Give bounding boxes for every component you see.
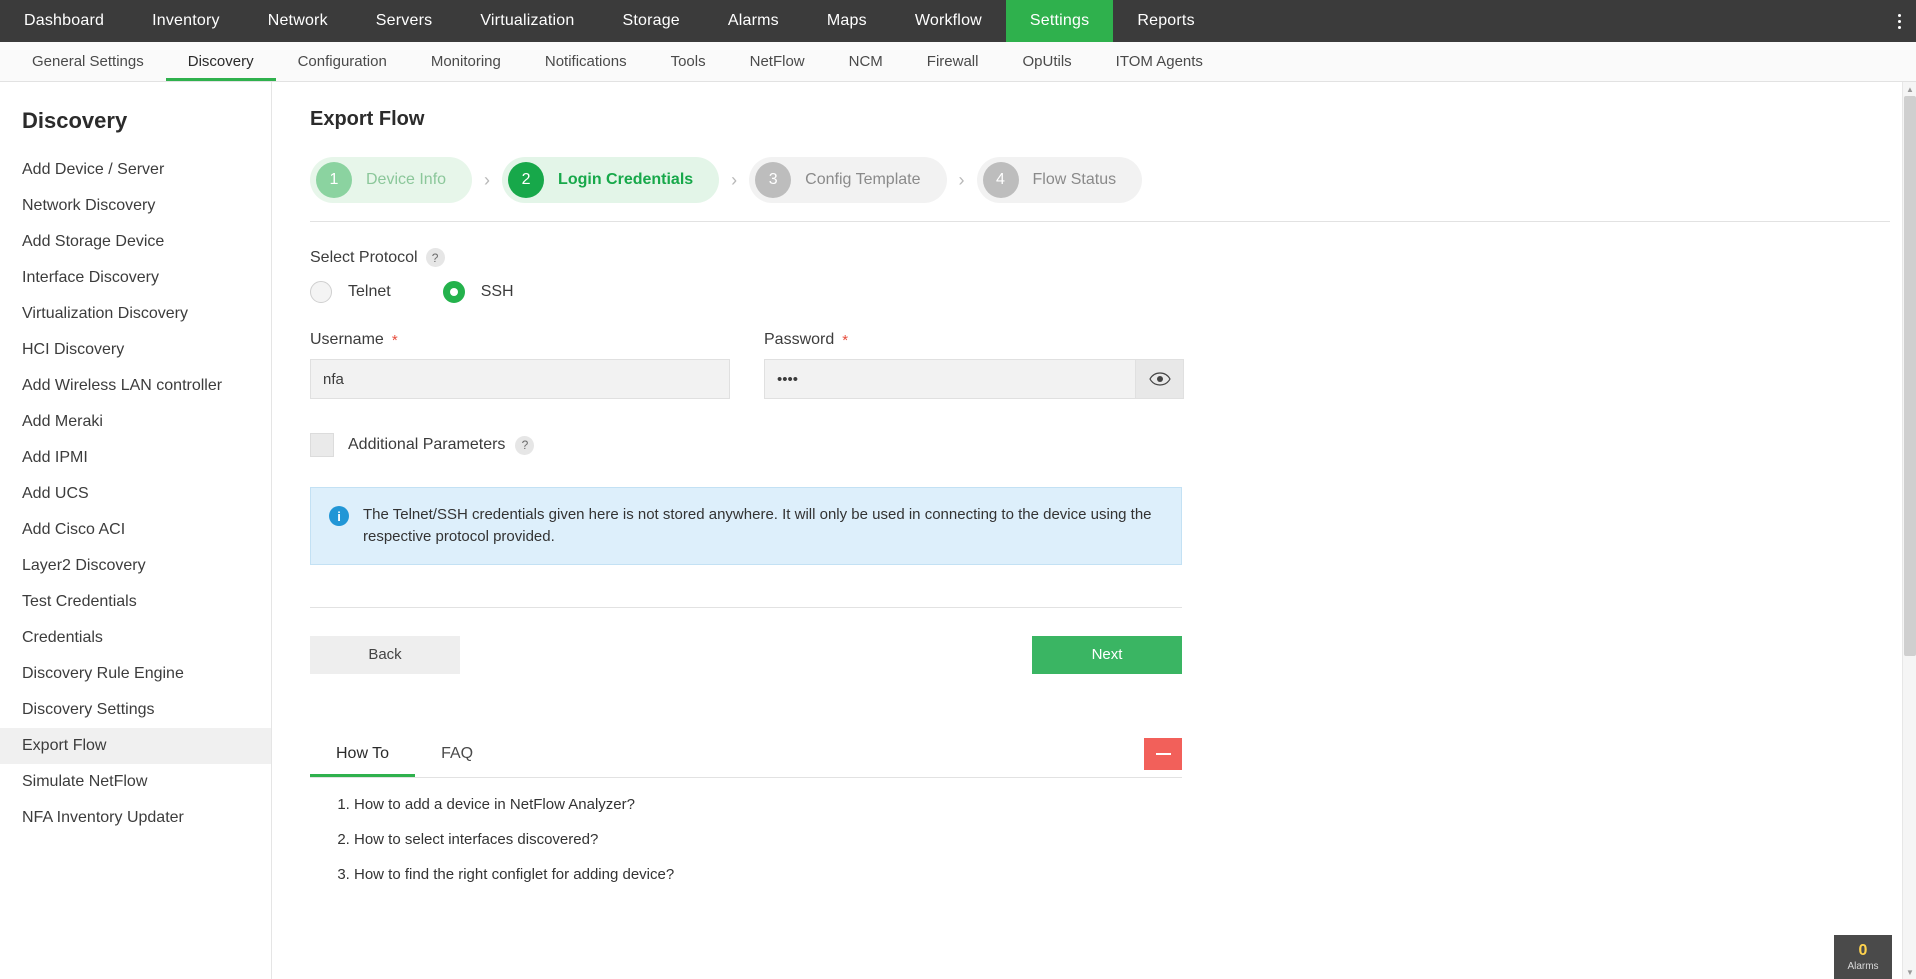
topnav-label: Servers: [375, 12, 433, 29]
scroll-up-icon[interactable]: ▲: [1906, 84, 1914, 94]
scroll-down-icon[interactable]: ▼: [1906, 967, 1914, 977]
sidebar-item-label: Interface Discovery: [22, 269, 159, 286]
password-label-text: Password: [764, 331, 835, 348]
help-panel: [310, 732, 1182, 883]
tab-how-to[interactable]: [310, 731, 415, 777]
sidebar-item-label: Add Storage Device: [22, 233, 165, 250]
sidebar-item-interface-discovery[interactable]: [0, 260, 271, 296]
topnav-label: Storage: [622, 12, 680, 29]
sidebar-item-simulate-netflow[interactable]: [0, 764, 271, 800]
sidebar-item-label: Export Flow: [22, 737, 107, 754]
wizard-step-number: 3: [755, 162, 791, 198]
username-input[interactable]: [310, 359, 730, 399]
how-to-link[interactable]: How to find the right configlet for adding device?: [354, 865, 675, 883]
alarms-label: Alarms: [1847, 960, 1879, 972]
subnav-label: Firewall: [926, 53, 979, 70]
sidebar-item-add-device-server[interactable]: [0, 152, 271, 188]
topnav-label: Dashboard: [24, 12, 105, 29]
sidebar-item-test-credentials[interactable]: [0, 584, 271, 620]
sidebar-item-label: Add Cisco ACI: [22, 521, 126, 538]
form-actions: [310, 636, 1182, 674]
subnav-label: Notifications: [544, 53, 627, 70]
wizard-step-number: 1: [316, 162, 352, 198]
sidebar-item-label: Add Meraki: [22, 413, 103, 430]
subnav-item-oputils[interactable]: [1000, 42, 1093, 81]
subnav-label: OpUtils: [1022, 53, 1072, 70]
sidebar-item-export-flow[interactable]: [0, 728, 271, 764]
how-to-link[interactable]: How to add a device in NetFlow Analyzer?: [354, 795, 635, 813]
topnav-item-network[interactable]: [244, 0, 352, 42]
topnav-item-workflow[interactable]: [891, 0, 1006, 42]
additional-parameters-label-text: Additional Parameters: [348, 436, 506, 453]
topnav-item-alarms[interactable]: [704, 0, 803, 42]
list-item[interactable]: [354, 831, 1182, 848]
chevron-right-icon: ›: [958, 169, 965, 190]
username-label: [310, 331, 730, 349]
subnav-item-configuration[interactable]: [276, 42, 409, 81]
sidebar-item-label: Add Device / Server: [22, 161, 165, 178]
sidebar-item-label: Discovery Rule Engine: [22, 665, 184, 682]
topnav-label: Network: [267, 12, 328, 29]
additional-parameters-help-icon[interactable]: ?: [515, 436, 534, 455]
chevron-right-icon: ›: [731, 169, 738, 190]
topnav-label: Settings: [1029, 12, 1090, 29]
sidebar-item-network-discovery[interactable]: [0, 188, 271, 224]
topnav-label: Maps: [826, 12, 867, 29]
subnav-item-notifications[interactable]: [523, 42, 649, 81]
sidebar-item-hci-discovery[interactable]: [0, 332, 271, 368]
sidebar-item-label: NFA Inventory Updater: [22, 809, 184, 826]
additional-parameters-row: [310, 433, 1890, 457]
alarms-badge[interactable]: [1834, 935, 1892, 979]
top-navigation-bar: [0, 0, 1916, 42]
login-credentials-form: [310, 222, 1890, 883]
subnav-label: Monitoring: [430, 53, 501, 70]
alarms-count: 0: [1858, 941, 1868, 959]
password-label: [764, 331, 1184, 349]
sidebar-item-add-wireless-lan-controller[interactable]: [0, 368, 271, 404]
credentials-info-text: The Telnet/SSH credentials given here is not stored anywhere. It will only be used in connecting to the device using the respective protocol provided.: [363, 506, 1152, 545]
back-button[interactable]: Back: [310, 636, 460, 674]
subnav-label: NetFlow: [749, 53, 805, 70]
username-required-mark: *: [391, 331, 398, 349]
settings-subnav: [0, 42, 1916, 82]
wizard-step-flow-status[interactable]: [977, 157, 1143, 203]
additional-parameters-label: [348, 436, 534, 455]
radio-telnet[interactable]: [310, 281, 332, 303]
next-button[interactable]: Next: [1032, 636, 1182, 674]
topnav-item-reports[interactable]: [1113, 0, 1218, 42]
protocol-label: [310, 248, 1890, 267]
list-item[interactable]: [354, 866, 1182, 883]
sidebar-item-add-storage-device[interactable]: [0, 224, 271, 260]
eye-icon[interactable]: [1136, 359, 1184, 399]
sidebar-title: Discovery: [22, 108, 128, 133]
topnav-label: Inventory: [152, 12, 220, 29]
protocol-help-icon[interactable]: ?: [426, 248, 445, 267]
protocol-label-text: Select Protocol: [310, 248, 418, 266]
how-to-link[interactable]: How to select interfaces discovered?: [354, 830, 599, 848]
tab-label: How To: [336, 745, 390, 762]
password-required-mark: *: [842, 331, 849, 349]
wizard-steps: [310, 157, 1890, 203]
sidebar-item-label: HCI Discovery: [22, 341, 125, 358]
info-icon: i: [329, 506, 349, 526]
sidebar-item-add-ipmi[interactable]: [0, 440, 271, 476]
subnav-label: Configuration: [297, 53, 387, 70]
additional-parameters-checkbox[interactable]: [310, 433, 334, 457]
wizard-step-label: Config Template: [805, 171, 921, 188]
sidebar-item-layer2-discovery[interactable]: [0, 548, 271, 584]
sidebar-item-credentials[interactable]: [0, 620, 271, 656]
sidebar-item-label: Virtualization Discovery: [22, 305, 188, 322]
wizard-step-label: Login Credentials: [558, 171, 694, 188]
sidebar-item-label: Layer2 Discovery: [22, 557, 146, 574]
sidebar-item-virtualization-discovery[interactable]: [0, 296, 271, 332]
chevron-right-icon: ›: [484, 169, 491, 190]
topnav-item-storage[interactable]: [598, 0, 703, 42]
sidebar-item-add-meraki[interactable]: [0, 404, 271, 440]
sidebar-item-add-cisco-aci[interactable]: [0, 512, 271, 548]
subnav-label: NCM: [848, 53, 883, 70]
topnav-item-inventory[interactable]: [128, 0, 244, 42]
wizard-step-device-info[interactable]: [310, 157, 472, 203]
protocol-radio-group: [310, 281, 1890, 303]
topnav-label: Virtualization: [480, 12, 575, 29]
username-label-text: Username: [310, 331, 384, 348]
discovery-sidebar: [0, 82, 272, 979]
subnav-item-tools[interactable]: [649, 42, 728, 81]
subnav-item-netflow[interactable]: [728, 42, 827, 81]
sidebar-item-label: Discovery Settings: [22, 701, 155, 718]
sidebar-item-label: Network Discovery: [22, 197, 156, 214]
topnav-label: Reports: [1137, 12, 1195, 29]
sidebar-item-add-ucs[interactable]: [0, 476, 271, 512]
topnav-label: Alarms: [727, 12, 779, 29]
form-divider: [310, 607, 1182, 608]
subnav-item-firewall[interactable]: [905, 42, 1001, 81]
wizard-step-number: 2: [508, 162, 544, 198]
wizard-step-label: Device Info: [366, 171, 447, 188]
radio-ssh-label[interactable]: SSH: [480, 283, 514, 300]
subnav-label: Discovery: [187, 53, 254, 70]
username-field-group: [310, 331, 730, 399]
main-content: [272, 82, 1916, 979]
sidebar-item-label: Add Wireless LAN controller: [22, 377, 223, 394]
list-item[interactable]: [354, 796, 1182, 813]
topnav-item-servers[interactable]: [352, 0, 457, 42]
password-input-wrapper: [764, 359, 1184, 399]
sidebar-item-label: Test Credentials: [22, 593, 137, 610]
topnav-item-virtualization[interactable]: [456, 0, 598, 42]
minus-icon[interactable]: [1144, 738, 1182, 770]
credentials-fields: [310, 331, 1890, 399]
wizard-step-label: Flow Status: [1032, 171, 1117, 188]
how-to-list: [310, 796, 1182, 883]
sidebar-item-label: Add IPMI: [22, 449, 88, 466]
sidebar-item-label: Add UCS: [22, 485, 89, 502]
subnav-item-discovery[interactable]: [166, 42, 276, 81]
sidebar-item-label: Simulate NetFlow: [22, 773, 148, 790]
subnav-label: ITOM Agents: [1115, 53, 1203, 70]
radio-telnet-label[interactable]: Telnet: [348, 283, 391, 300]
subnav-item-general-settings[interactable]: [10, 42, 166, 81]
wizard-step-login-credentials[interactable]: [502, 157, 719, 203]
tab-label: FAQ: [441, 745, 474, 762]
subnav-item-itom-agents[interactable]: [1094, 42, 1225, 81]
topnav-label: Workflow: [914, 12, 982, 29]
subnav-label: Tools: [670, 53, 706, 70]
wizard-step-number: 4: [983, 162, 1019, 198]
topnav-item-dashboard[interactable]: [0, 0, 128, 42]
credentials-info-note: [310, 487, 1182, 565]
help-tabs: [310, 732, 1182, 778]
wizard-step-config-template[interactable]: [749, 157, 946, 203]
password-field-group: [764, 331, 1184, 399]
topnav-item-maps[interactable]: [803, 0, 891, 42]
subnav-item-ncm[interactable]: [827, 42, 905, 81]
topnav-item-settings[interactable]: [1006, 0, 1113, 42]
subnav-item-monitoring[interactable]: [409, 42, 523, 81]
scrollbar-thumb[interactable]: [1904, 96, 1916, 656]
sidebar-item-nfa-inventory-updater[interactable]: [0, 800, 271, 836]
radio-ssh[interactable]: [443, 281, 465, 303]
tab-faq[interactable]: [415, 731, 499, 777]
password-input[interactable]: [764, 359, 1136, 399]
sidebar-item-discovery-rule-engine[interactable]: [0, 656, 271, 692]
sidebar-item-label: Credentials: [22, 629, 103, 646]
page-title: Export Flow: [310, 108, 425, 130]
more-vertical-icon[interactable]: [1882, 0, 1916, 42]
sidebar-item-discovery-settings[interactable]: [0, 692, 271, 728]
main-scrollbar[interactable]: [1902, 82, 1916, 979]
subnav-label: General Settings: [32, 53, 144, 70]
